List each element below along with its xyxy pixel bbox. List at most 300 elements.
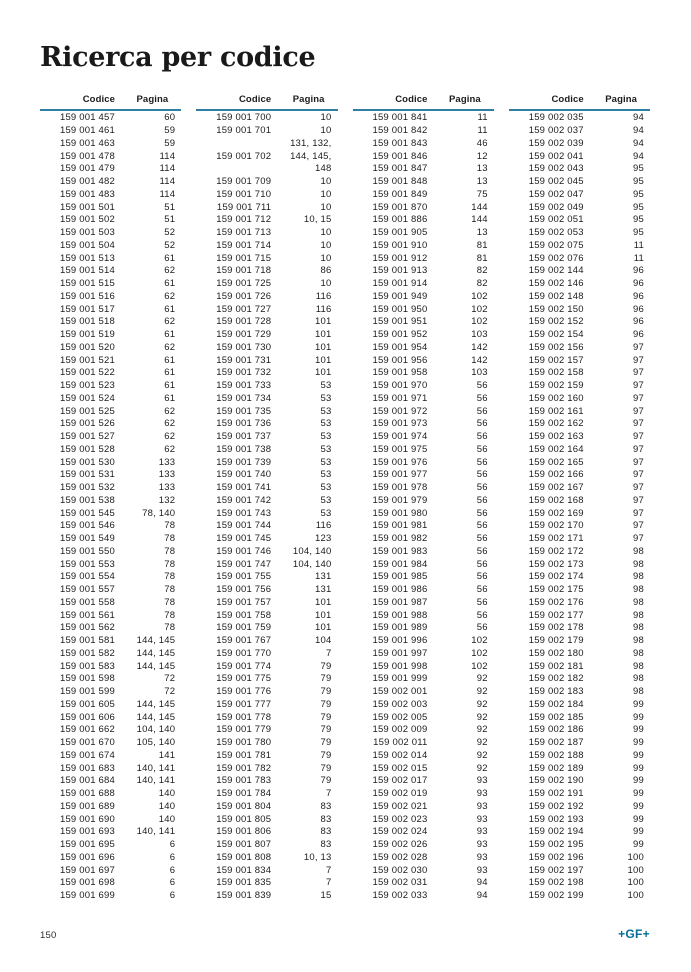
table-row bbox=[40, 890, 181, 903]
code-cell: 159 002 031 bbox=[372, 877, 428, 889]
table-row bbox=[509, 597, 650, 610]
code-column-header: Codice bbox=[551, 94, 584, 106]
page-cell: 105, 140 bbox=[136, 737, 176, 749]
table-row bbox=[353, 673, 494, 686]
code-cell: 159 001 701 bbox=[216, 125, 272, 137]
code-cell: 159 002 021 bbox=[372, 800, 428, 812]
page-cell: 78 bbox=[164, 520, 176, 532]
code-cell: 159 002 148 bbox=[528, 290, 584, 302]
code-cell: 159 001 846 bbox=[372, 150, 428, 162]
table-row bbox=[353, 316, 494, 329]
code-cell: 159 001 731 bbox=[216, 354, 272, 366]
page-cell: 62 bbox=[164, 290, 176, 302]
code-cell: 159 001 528 bbox=[59, 443, 115, 455]
table-row bbox=[509, 622, 650, 635]
page-cell: 103 bbox=[471, 367, 488, 379]
page-cell: 95 bbox=[633, 176, 644, 188]
page-cell: 10 bbox=[320, 252, 332, 264]
page-cell: 97 bbox=[633, 405, 644, 417]
page-cell: 92 bbox=[476, 673, 488, 685]
table-row bbox=[509, 202, 650, 215]
table-row bbox=[353, 571, 494, 584]
table-row bbox=[509, 227, 650, 240]
page-cell: 62 bbox=[164, 418, 176, 430]
page-cell: 98 bbox=[633, 686, 644, 698]
page-cell: 83 bbox=[320, 813, 332, 825]
page-cell: 102 bbox=[471, 647, 488, 659]
page-cell: 10, 15 bbox=[303, 214, 332, 226]
page-cell: 97 bbox=[633, 367, 644, 379]
code-cell: 159 001 516 bbox=[59, 290, 115, 302]
page-cell: 93 bbox=[476, 788, 488, 800]
table-row bbox=[509, 610, 650, 623]
page-cell: 93 bbox=[476, 839, 488, 851]
code-cell: 159 002 194 bbox=[528, 826, 584, 838]
table-row bbox=[509, 418, 650, 431]
page-cell: 97 bbox=[633, 456, 644, 468]
page-cell: 7 bbox=[326, 877, 332, 889]
table-row bbox=[353, 622, 494, 635]
code-cell: 159 002 037 bbox=[528, 125, 584, 137]
code-cell: 159 001 989 bbox=[372, 622, 428, 634]
page-cell: 102 bbox=[471, 660, 488, 672]
table-row bbox=[40, 329, 181, 342]
page-cell: 142 bbox=[471, 341, 488, 353]
table-row bbox=[196, 661, 337, 674]
page-cell: 53 bbox=[320, 507, 332, 519]
code-cell: 159 001 741 bbox=[216, 482, 272, 494]
table-row bbox=[509, 355, 650, 368]
code-cell: 159 001 527 bbox=[59, 431, 115, 443]
page-cell: 53 bbox=[320, 418, 332, 430]
table-row bbox=[196, 763, 337, 776]
page-cell: 99 bbox=[633, 749, 644, 761]
table-row bbox=[509, 291, 650, 304]
page-cell: 11 bbox=[477, 125, 488, 137]
code-cell: 159 002 014 bbox=[372, 749, 428, 761]
code-cell: 159 001 538 bbox=[59, 494, 115, 506]
code-cell: 159 002 041 bbox=[528, 150, 584, 162]
page-cell: 114 bbox=[159, 163, 176, 175]
page-cell: 82 bbox=[476, 265, 488, 277]
code-cell: 159 001 713 bbox=[216, 227, 272, 239]
table-row bbox=[40, 214, 181, 227]
code-cell: 159 002 158 bbox=[528, 367, 584, 379]
page-cell: 56 bbox=[476, 558, 488, 570]
table-row bbox=[353, 520, 494, 533]
page-cell: 79 bbox=[320, 660, 332, 672]
code-cell: 159 002 015 bbox=[372, 762, 428, 774]
code-cell: 159 001 954 bbox=[372, 341, 428, 353]
page-cell: 92 bbox=[476, 698, 488, 710]
page-cell: 99 bbox=[633, 711, 644, 723]
page-cell: 11 bbox=[633, 252, 644, 264]
page-cell: 7 bbox=[326, 788, 332, 800]
page-cell: 140 bbox=[158, 813, 176, 825]
code-cell: 159 001 779 bbox=[216, 724, 272, 736]
code-cell: 159 001 695 bbox=[59, 839, 115, 851]
code-cell: 159 001 526 bbox=[59, 418, 115, 430]
table-row bbox=[353, 648, 494, 661]
code-cell: 159 001 784 bbox=[216, 788, 272, 800]
code-cell: 159 001 996 bbox=[372, 635, 428, 647]
code-cell: 159 002 045 bbox=[528, 176, 584, 188]
table-row bbox=[196, 788, 337, 801]
table-row bbox=[353, 418, 494, 431]
page-cell: 83 bbox=[320, 800, 332, 812]
page-cell: 93 bbox=[476, 800, 488, 812]
code-cell: 159 001 461 bbox=[59, 125, 115, 137]
code-cell: 159 001 978 bbox=[372, 482, 428, 494]
page-cell: 56 bbox=[476, 431, 488, 443]
code-cell: 159 001 598 bbox=[59, 673, 115, 685]
table-row bbox=[40, 597, 181, 610]
code-cell: 159 001 913 bbox=[372, 265, 428, 277]
page-cell: 62 bbox=[164, 405, 176, 417]
column-header-row bbox=[40, 93, 181, 111]
code-cell: 159 002 180 bbox=[528, 647, 584, 659]
code-cell: 159 001 747 bbox=[216, 558, 272, 570]
code-cell: 159 001 777 bbox=[216, 698, 272, 710]
table-row bbox=[40, 418, 181, 431]
table-row bbox=[196, 342, 337, 355]
page-cell: 131, 132, bbox=[290, 137, 332, 149]
table-row bbox=[353, 865, 494, 878]
page-cell: 144, 145 bbox=[136, 660, 176, 672]
page-cell: 60 bbox=[164, 112, 176, 124]
page-cell: 61 bbox=[164, 354, 176, 366]
page-cell: 56 bbox=[476, 507, 488, 519]
page-cell: 101 bbox=[315, 609, 332, 621]
page-cell: 141 bbox=[158, 749, 176, 761]
code-cell: 159 001 530 bbox=[59, 456, 115, 468]
table-row bbox=[40, 444, 181, 457]
code-cell: 159 001 504 bbox=[59, 239, 115, 251]
code-cell: 159 002 183 bbox=[528, 686, 584, 698]
code-cell: 159 002 075 bbox=[528, 239, 584, 251]
table-row bbox=[196, 724, 337, 737]
code-column-header: Codice bbox=[395, 94, 428, 106]
table-row bbox=[353, 189, 494, 202]
code-cell: 159 001 727 bbox=[216, 303, 272, 315]
table-row bbox=[353, 112, 494, 125]
table-row bbox=[509, 495, 650, 508]
table-row bbox=[353, 342, 494, 355]
table-row bbox=[40, 431, 181, 444]
page-cell: 61 bbox=[164, 380, 176, 392]
page-cell: 99 bbox=[633, 698, 644, 710]
code-cell: 159 001 951 bbox=[372, 316, 428, 328]
page-cell: 78 bbox=[164, 596, 176, 608]
table-row bbox=[196, 852, 337, 865]
table-row bbox=[509, 253, 650, 266]
code-cell: 159 001 804 bbox=[216, 800, 272, 812]
code-cell: 159 001 985 bbox=[372, 571, 428, 583]
table-row bbox=[40, 865, 181, 878]
page-cell: 10 bbox=[320, 201, 332, 213]
table-row bbox=[40, 877, 181, 890]
table-row bbox=[196, 546, 337, 559]
code-cell: 159 001 582 bbox=[59, 647, 115, 659]
code-cell: 159 001 740 bbox=[216, 469, 272, 481]
page-cell: 94 bbox=[476, 877, 488, 889]
table-row bbox=[353, 202, 494, 215]
page-cell: 78 bbox=[164, 571, 176, 583]
table-row bbox=[509, 661, 650, 674]
table-row bbox=[196, 316, 337, 329]
table-row bbox=[509, 520, 650, 533]
page-cell: 116 bbox=[315, 290, 332, 302]
table-row bbox=[509, 342, 650, 355]
table-row bbox=[353, 304, 494, 317]
table-row bbox=[40, 737, 181, 750]
code-cell: 159 001 545 bbox=[59, 507, 115, 519]
code-cell: 159 002 175 bbox=[528, 584, 584, 596]
page-cell: 98 bbox=[633, 558, 644, 570]
code-cell: 159 001 758 bbox=[216, 609, 272, 621]
table-row bbox=[353, 253, 494, 266]
table-row bbox=[40, 393, 181, 406]
table-row bbox=[40, 253, 181, 266]
table-row bbox=[40, 240, 181, 253]
table-row bbox=[196, 393, 337, 406]
table-row bbox=[353, 597, 494, 610]
table-row bbox=[196, 240, 337, 253]
code-cell: 159 001 982 bbox=[372, 533, 428, 545]
table-row bbox=[196, 877, 337, 890]
page-cell: 56 bbox=[476, 609, 488, 621]
table-row bbox=[509, 750, 650, 763]
code-cell: 159 001 759 bbox=[216, 622, 272, 634]
page-cell: 98 bbox=[633, 609, 644, 621]
code-cell: 159 001 950 bbox=[372, 303, 428, 315]
page-cell: 79 bbox=[320, 762, 332, 774]
code-cell: 159 001 554 bbox=[59, 571, 115, 583]
page-cell: 101 bbox=[315, 341, 332, 353]
code-cell: 159 002 162 bbox=[528, 418, 584, 430]
code-cell: 159 001 483 bbox=[59, 188, 115, 200]
table-row bbox=[196, 418, 337, 431]
code-cell: 159 002 166 bbox=[528, 469, 584, 481]
page-cell: 96 bbox=[633, 265, 644, 277]
code-cell: 159 002 167 bbox=[528, 482, 584, 494]
table-row bbox=[196, 329, 337, 342]
table-row bbox=[509, 112, 650, 125]
page-cell: 97 bbox=[633, 431, 644, 443]
page-cell: 99 bbox=[633, 788, 644, 800]
code-cell: 159 002 184 bbox=[528, 698, 584, 710]
page-cell: 100 bbox=[627, 851, 644, 863]
page-cell: 79 bbox=[320, 686, 332, 698]
page-cell: 133 bbox=[158, 456, 176, 468]
page-cell: 52 bbox=[164, 239, 176, 251]
table-row bbox=[40, 265, 181, 278]
code-cell: 159 002 152 bbox=[528, 316, 584, 328]
table-row bbox=[196, 444, 337, 457]
code-cell: 159 001 670 bbox=[59, 737, 115, 749]
table-row bbox=[196, 648, 337, 661]
table-row bbox=[353, 495, 494, 508]
code-cell: 159 001 743 bbox=[216, 507, 272, 519]
table-row bbox=[509, 151, 650, 164]
page-cell: 52 bbox=[164, 227, 176, 239]
code-cell: 159 001 690 bbox=[59, 813, 115, 825]
table-row bbox=[509, 406, 650, 419]
code-cell: 159 001 478 bbox=[59, 150, 115, 162]
page-cell: 56 bbox=[476, 494, 488, 506]
table-row bbox=[40, 125, 181, 138]
table-row bbox=[353, 151, 494, 164]
page-cell: 96 bbox=[633, 316, 644, 328]
page-cell: 62 bbox=[164, 443, 176, 455]
table-row bbox=[40, 852, 181, 865]
code-cell: 159 001 702 bbox=[216, 150, 272, 162]
table-row bbox=[196, 890, 337, 903]
page-cell: 78, 140 bbox=[142, 507, 176, 519]
page-column-header: Pagina bbox=[449, 94, 481, 106]
code-cell: 159 002 043 bbox=[528, 163, 584, 175]
page-cell: 101 bbox=[315, 622, 332, 634]
code-cell: 159 001 780 bbox=[216, 737, 272, 749]
page-cell: 53 bbox=[320, 405, 332, 417]
page-cell: 51 bbox=[164, 214, 176, 226]
code-cell: 159 001 952 bbox=[372, 329, 428, 341]
table-row bbox=[353, 444, 494, 457]
table-row bbox=[509, 316, 650, 329]
code-cell: 159 002 195 bbox=[528, 839, 584, 851]
table-row bbox=[196, 597, 337, 610]
page-cell: 56 bbox=[476, 571, 488, 583]
page-cell: 114 bbox=[159, 176, 176, 188]
page-cell: 13 bbox=[476, 176, 488, 188]
table-row bbox=[40, 278, 181, 291]
table-row bbox=[509, 482, 650, 495]
table-row bbox=[40, 610, 181, 623]
table-row bbox=[196, 304, 337, 317]
code-cell: 159 002 169 bbox=[528, 507, 584, 519]
page-cell: 79 bbox=[320, 711, 332, 723]
table-row bbox=[353, 380, 494, 393]
page-cell: 79 bbox=[320, 698, 332, 710]
table-row bbox=[509, 673, 650, 686]
code-cell: 159 002 177 bbox=[528, 609, 584, 621]
page-cell: 93 bbox=[476, 851, 488, 863]
page-cell: 100 bbox=[627, 877, 644, 889]
table-row bbox=[40, 380, 181, 393]
page-cell: 144, 145 bbox=[136, 647, 176, 659]
code-cell: 159 001 841 bbox=[372, 112, 428, 124]
code-cell: 159 001 843 bbox=[372, 137, 428, 149]
table-row bbox=[353, 176, 494, 189]
code-cell: 159 001 503 bbox=[59, 227, 115, 239]
page-cell: 94 bbox=[633, 125, 644, 137]
code-cell: 159 002 019 bbox=[372, 788, 428, 800]
code-cell: 159 001 558 bbox=[59, 596, 115, 608]
page-cell: 97 bbox=[633, 443, 644, 455]
code-cell: 159 002 051 bbox=[528, 214, 584, 226]
code-cell: 159 002 001 bbox=[372, 686, 428, 698]
table-row bbox=[196, 801, 337, 814]
code-cell: 159 001 956 bbox=[372, 354, 428, 366]
code-cell: 159 001 550 bbox=[59, 545, 115, 557]
table-row bbox=[353, 227, 494, 240]
page-cell: 13 bbox=[476, 163, 488, 175]
table-row bbox=[40, 406, 181, 419]
table-row bbox=[196, 839, 337, 852]
page-cell: 99 bbox=[633, 762, 644, 774]
page-cell: 6 bbox=[169, 864, 176, 876]
table-row bbox=[196, 712, 337, 725]
table-row bbox=[353, 240, 494, 253]
column-header-row bbox=[353, 93, 494, 111]
code-column-header: Codice bbox=[238, 94, 272, 106]
code-cell: 159 001 482 bbox=[59, 176, 115, 188]
code-cell: 159 001 605 bbox=[59, 698, 115, 710]
code-cell bbox=[196, 138, 271, 151]
code-cell: 159 002 030 bbox=[372, 864, 428, 876]
code-cell: 159 001 972 bbox=[372, 405, 428, 417]
page-cell: 97 bbox=[633, 380, 644, 392]
code-cell: 159 001 986 bbox=[372, 584, 428, 596]
table-row bbox=[196, 291, 337, 304]
page-cell: 95 bbox=[633, 188, 644, 200]
code-cell: 159 001 728 bbox=[216, 316, 272, 328]
code-cell: 159 002 144 bbox=[528, 265, 584, 277]
table-row bbox=[40, 622, 181, 635]
page-cell: 78 bbox=[164, 545, 176, 557]
table-row bbox=[353, 508, 494, 521]
table-row bbox=[353, 814, 494, 827]
table-row bbox=[196, 367, 337, 380]
code-cell: 159 001 457 bbox=[59, 112, 115, 124]
code-cell: 159 001 975 bbox=[372, 443, 428, 455]
page-cell: 56 bbox=[476, 533, 488, 545]
code-cell: 159 001 712 bbox=[216, 214, 272, 226]
table-row bbox=[509, 724, 650, 737]
code-cell: 159 001 999 bbox=[372, 673, 428, 685]
code-cell: 159 002 189 bbox=[528, 762, 584, 774]
code-cell: 159 002 182 bbox=[528, 673, 584, 685]
table-row bbox=[196, 533, 337, 546]
code-cell: 159 001 562 bbox=[59, 622, 115, 634]
table-row bbox=[509, 163, 650, 176]
table-row bbox=[40, 584, 181, 597]
page-cell: 97 bbox=[633, 469, 644, 481]
page-cell: 104, 140 bbox=[292, 558, 332, 570]
table-row bbox=[196, 673, 337, 686]
code-cell: 159 002 028 bbox=[372, 851, 428, 863]
page-cell: 96 bbox=[633, 329, 644, 341]
table-row bbox=[40, 367, 181, 380]
code-cell: 159 002 047 bbox=[528, 188, 584, 200]
code-cell: 159 002 035 bbox=[528, 112, 584, 124]
code-cell: 159 001 709 bbox=[216, 176, 272, 188]
page-cell: 10 bbox=[320, 125, 332, 137]
page-cell: 92 bbox=[476, 686, 488, 698]
table-row bbox=[40, 763, 181, 776]
code-cell: 159 001 977 bbox=[372, 469, 428, 481]
code-cell: 159 001 973 bbox=[372, 418, 428, 430]
page-cell: 12 bbox=[476, 150, 488, 162]
table-row bbox=[353, 469, 494, 482]
table-row bbox=[509, 826, 650, 839]
code-cell: 159 001 546 bbox=[59, 520, 115, 532]
code-cell: 159 001 988 bbox=[372, 609, 428, 621]
code-cell: 159 002 176 bbox=[528, 596, 584, 608]
code-cell: 159 002 199 bbox=[528, 890, 584, 902]
table-row bbox=[509, 686, 650, 699]
code-cell: 159 002 156 bbox=[528, 341, 584, 353]
